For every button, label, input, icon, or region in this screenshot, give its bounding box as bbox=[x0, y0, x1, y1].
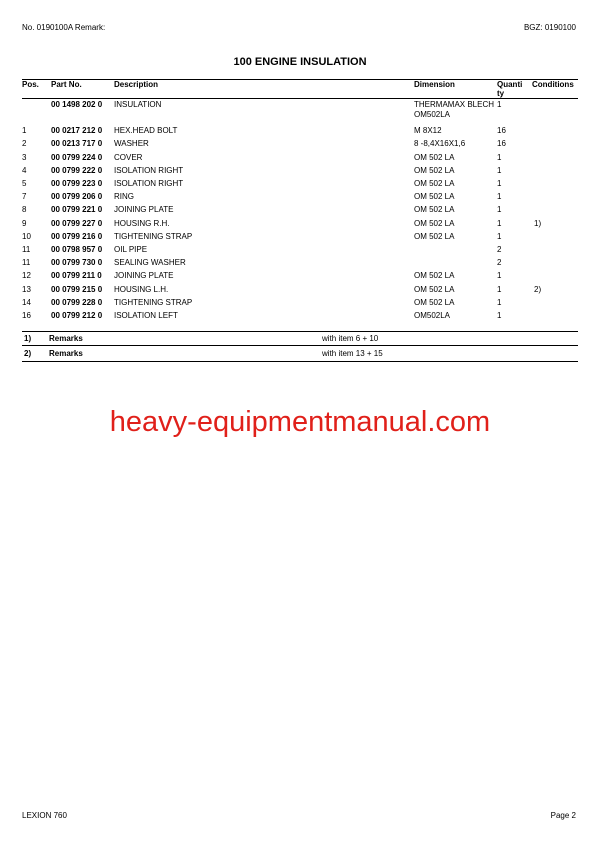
row-part-no: 00 1498 202 0 bbox=[51, 100, 103, 109]
row-quantity: 16 bbox=[497, 126, 506, 136]
row-quantity: 1 bbox=[497, 231, 502, 241]
row-dimension: OM 502 LA bbox=[414, 271, 455, 281]
col-header-conditions: Conditions bbox=[532, 80, 574, 89]
table-row bbox=[0, 285, 600, 298]
remark-number: 1) bbox=[24, 334, 32, 343]
table-row bbox=[0, 232, 600, 245]
row-dimension: OM 502 LA bbox=[414, 192, 455, 202]
row-dimension: THERMAMAX BLECH bbox=[414, 100, 495, 109]
row-pos: 4 bbox=[22, 165, 27, 175]
row-description: ISOLATION RIGHT bbox=[114, 179, 184, 188]
row-quantity: 1 bbox=[497, 179, 502, 188]
row-part-no: 00 0799 206 0 bbox=[51, 192, 103, 202]
row-condition: 2) bbox=[534, 284, 542, 294]
row-part-no: 00 0799 211 0 bbox=[51, 271, 102, 281]
row-quantity: 1 bbox=[497, 271, 502, 281]
row-description: JOINING PLATE bbox=[114, 205, 174, 215]
row-quantity: 2 bbox=[497, 258, 502, 268]
row-quantity: 1 bbox=[497, 192, 502, 202]
row-quantity: 1 bbox=[497, 165, 502, 175]
row-pos: 14 bbox=[22, 297, 31, 307]
row-part-no: 00 0799 228 0 bbox=[51, 297, 103, 307]
row-quantity: 1 bbox=[497, 218, 502, 228]
row-pos: 11 bbox=[22, 258, 31, 268]
row-part-no: 00 0799 212 0 bbox=[51, 311, 103, 320]
row-part-no: 00 0799 223 0 bbox=[51, 179, 103, 188]
row-pos: 12 bbox=[22, 271, 31, 281]
row-description: HEX.HEAD BOLT bbox=[114, 126, 178, 136]
row-part-no: 00 0799 221 0 bbox=[51, 205, 103, 215]
row-dimension: OM502LA bbox=[414, 311, 451, 320]
row-part-no: 00 0213 717 0 bbox=[51, 139, 103, 149]
row-dimension: OM 502 LA bbox=[414, 179, 455, 188]
remarks-top-rule bbox=[22, 331, 578, 332]
row-description: ISOLATION RIGHT bbox=[114, 165, 184, 175]
row-description: HOUSING R.H. bbox=[114, 218, 170, 228]
table-row bbox=[0, 126, 600, 139]
row-description: TIGHTENING STRAP bbox=[114, 297, 193, 307]
row-dimension: OM 502 LA bbox=[414, 297, 455, 307]
row-description: INSULATION bbox=[114, 100, 162, 109]
page-title: 100 ENGINE INSULATION bbox=[233, 56, 367, 68]
table-row bbox=[0, 245, 600, 258]
row-description: OIL PIPE bbox=[114, 245, 148, 254]
row-pos: 9 bbox=[22, 218, 27, 228]
row-quantity: 1 bbox=[497, 284, 502, 294]
table-row bbox=[0, 179, 600, 192]
row-dimension: OM 502 LA bbox=[414, 284, 455, 294]
table-row bbox=[0, 205, 600, 218]
col-header-quantity: Quanti ty bbox=[497, 80, 523, 98]
page-number: Page 2 bbox=[550, 811, 576, 820]
remark-number: 2) bbox=[24, 349, 32, 358]
remark-text: with item 6 + 10 bbox=[322, 334, 379, 343]
row-description: ISOLATION LEFT bbox=[114, 311, 178, 320]
row-dimension: OM 502 LA bbox=[414, 231, 455, 241]
row-dimension-continuation: OM502LA bbox=[414, 110, 451, 119]
row-part-no: 00 0799 224 0 bbox=[51, 152, 103, 162]
row-condition: 1) bbox=[534, 218, 542, 228]
row-description: JOINING PLATE bbox=[114, 271, 174, 281]
row-description: WASHER bbox=[114, 139, 149, 149]
row-pos: 8 bbox=[22, 205, 27, 215]
row-pos: 10 bbox=[22, 231, 31, 241]
table-row bbox=[0, 258, 600, 271]
remark-text: with item 13 + 15 bbox=[322, 349, 383, 358]
row-dimension: OM 502 LA bbox=[414, 152, 455, 162]
row-part-no: 00 0217 212 0 bbox=[51, 126, 103, 136]
row-pos: 16 bbox=[22, 311, 31, 320]
row-quantity: 1 bbox=[497, 311, 502, 320]
row-part-no: 00 0799 222 0 bbox=[51, 165, 103, 175]
row-quantity: 2 bbox=[497, 245, 502, 254]
row-pos: 7 bbox=[22, 192, 27, 202]
row-description: COVER bbox=[114, 152, 143, 162]
table-row bbox=[0, 219, 600, 232]
row-part-no: 00 0799 215 0 bbox=[51, 284, 103, 294]
table-row bbox=[0, 100, 600, 113]
row-part-no: 00 0798 957 0 bbox=[51, 245, 103, 254]
row-description: HOUSING L.H. bbox=[114, 284, 169, 294]
row-quantity: 1 bbox=[497, 100, 502, 109]
col-header-description: Description bbox=[114, 80, 159, 89]
row-description: RING bbox=[114, 192, 134, 202]
col-header-pos: Pos. bbox=[22, 80, 39, 89]
table-row bbox=[0, 166, 600, 179]
document-number: No. 0190100A Remark: bbox=[22, 23, 106, 32]
row-description: SEALING WASHER bbox=[114, 258, 186, 268]
row-dimension: OM 502 LA bbox=[414, 205, 455, 215]
row-pos: 3 bbox=[22, 152, 27, 162]
row-description: TIGHTENING STRAP bbox=[114, 231, 193, 241]
row-pos: 5 bbox=[22, 179, 27, 188]
watermark-text: heavy-equipmentmanual.com bbox=[109, 406, 491, 438]
row-quantity: 1 bbox=[497, 152, 502, 162]
col-header-dimension: Dimension bbox=[414, 80, 455, 89]
table-row bbox=[0, 271, 600, 284]
row-pos: 11 bbox=[22, 245, 31, 254]
row-pos: 2 bbox=[22, 139, 27, 149]
remark-label: Remarks bbox=[49, 334, 83, 343]
row-dimension: OM 502 LA bbox=[414, 165, 455, 175]
row-dimension: M 8X12 bbox=[414, 126, 442, 136]
remark-label: Remarks bbox=[49, 349, 83, 358]
row-dimension: 8 -8,4X16X1,6 bbox=[414, 139, 466, 149]
row-quantity: 1 bbox=[497, 297, 502, 307]
table-row bbox=[0, 192, 600, 205]
row-part-no: 00 0799 730 0 bbox=[51, 258, 103, 268]
row-pos: 13 bbox=[22, 284, 31, 294]
row-pos: 1 bbox=[22, 126, 27, 136]
remarks-mid-rule bbox=[22, 345, 578, 346]
row-quantity: 16 bbox=[497, 139, 506, 149]
row-quantity: 1 bbox=[497, 205, 502, 215]
model-name: LEXION 760 bbox=[22, 811, 67, 820]
col-header-part-no: Part No. bbox=[51, 80, 82, 89]
row-dimension: OM 502 LA bbox=[414, 218, 455, 228]
row-part-no: 00 0799 227 0 bbox=[51, 218, 103, 228]
table-row bbox=[0, 311, 600, 324]
table-row bbox=[0, 153, 600, 166]
table-row bbox=[0, 298, 600, 311]
table-top-rule bbox=[22, 79, 578, 80]
bgz-number: BGZ: 0190100 bbox=[523, 23, 576, 32]
row-part-no: 00 0799 216 0 bbox=[51, 231, 103, 241]
table-header-rule bbox=[22, 98, 578, 99]
remarks-bottom-rule bbox=[22, 361, 578, 362]
table-row bbox=[0, 139, 600, 152]
